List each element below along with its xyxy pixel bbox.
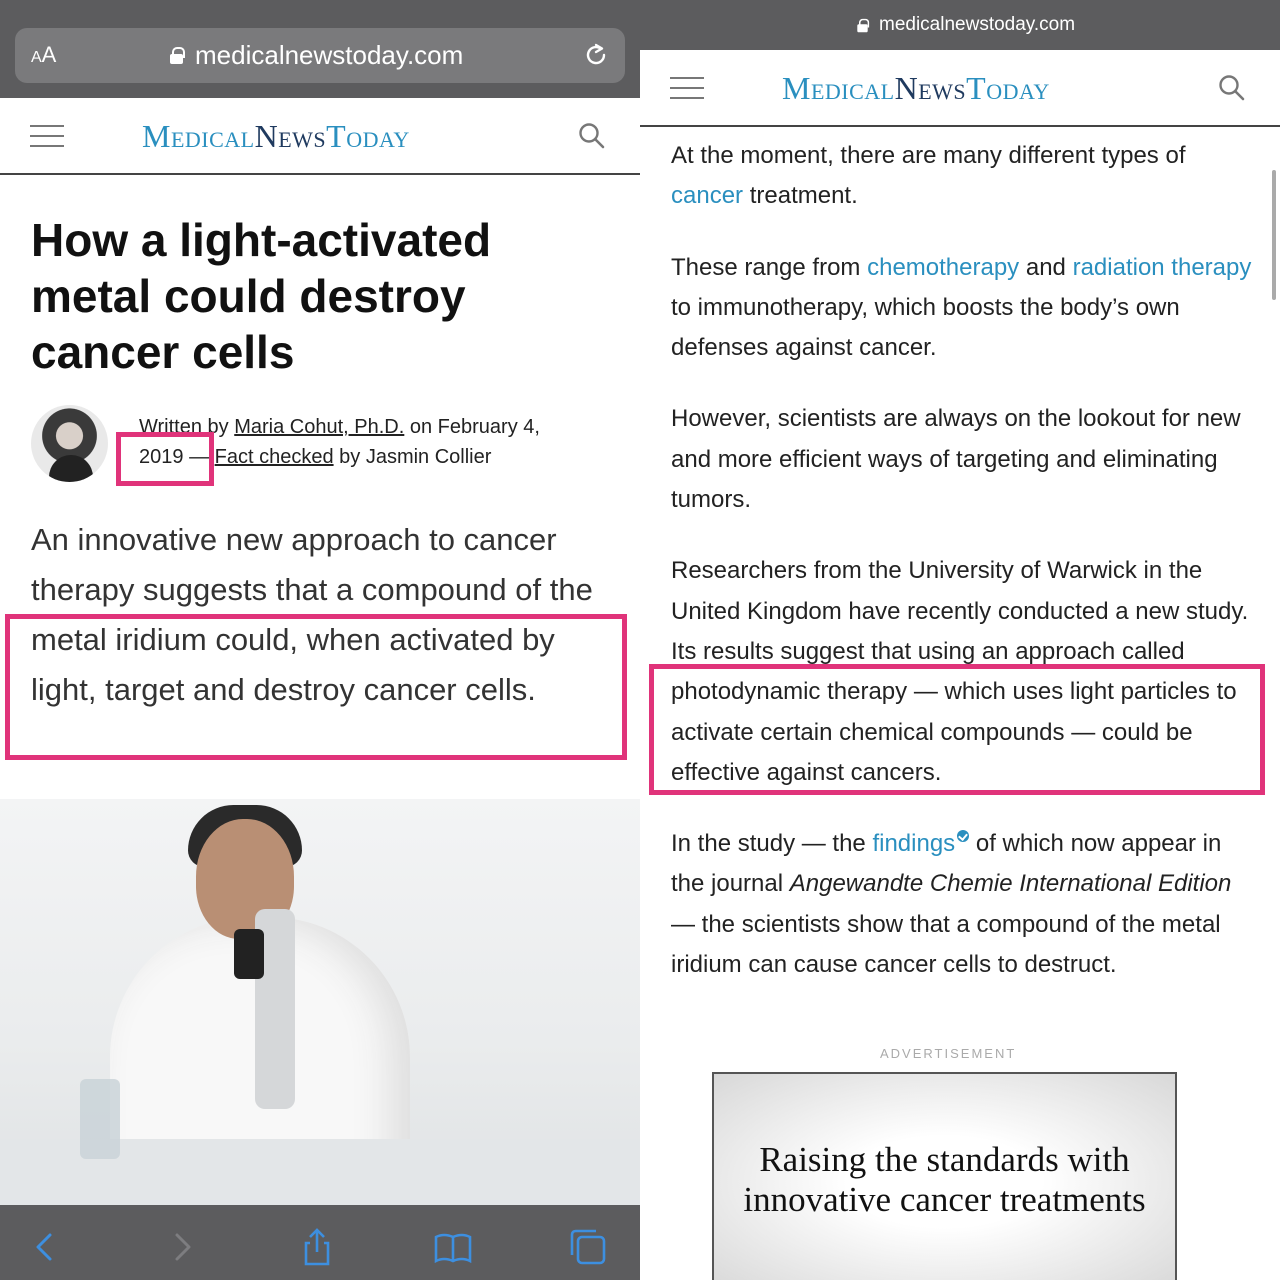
byline-year: 2019 — [139, 446, 184, 468]
scrollbar[interactable] — [1272, 170, 1276, 300]
paragraph-4: Researchers from the University of Warwick in the United Kingdom have recently conducted a new study. Its results suggest that using an approach called photodynamic therapy — which uses light particles to activate certain chemical compounds — could be effective against cancers. — [671, 557, 1249, 786]
verified-badge-icon — [957, 830, 969, 842]
share-icon[interactable] — [297, 1227, 337, 1267]
browser-top-bar — [0, 0, 640, 98]
byline-written-by: Written by — [139, 416, 229, 438]
paragraph-2: These range from chemotherapy and radiation therapy to immunotherapy, which boosts the body’s own defenses against cancer. — [671, 253, 1252, 362]
search-icon[interactable] — [1218, 74, 1246, 102]
url-display[interactable] — [856, 14, 1075, 36]
fact-checker: by Jasmin Collier — [339, 446, 492, 468]
advertisement-banner[interactable] — [712, 1072, 1177, 1280]
paragraph-1: At the moment, there are many different types of cancer treatment. — [671, 142, 1186, 210]
url-text: medicalnewstoday.com — [195, 40, 464, 70]
tabs-icon[interactable] — [568, 1227, 608, 1267]
year-highlight-box — [116, 432, 214, 486]
fact-checked-link[interactable]: Fact checked — [214, 446, 334, 468]
author-avatar[interactable] — [31, 405, 108, 482]
search-icon[interactable] — [578, 122, 606, 150]
text-size-button[interactable]: AA — [31, 42, 57, 67]
cancer-link[interactable]: cancer — [671, 182, 744, 210]
byline-dash: — — [189, 446, 210, 468]
address-bar[interactable] — [15, 28, 625, 83]
article-headline: How a light-activated metal could destroy cancer cells — [31, 214, 492, 378]
advertisement-label: ADVERTISEMENT — [880, 1046, 1017, 1061]
byline-date: on February 4, — [409, 416, 540, 438]
chemotherapy-link[interactable]: chemotherapy — [867, 253, 1020, 281]
right-screenshot — [640, 0, 1280, 1280]
url-text: medicalnewstoday.com — [879, 14, 1076, 35]
bookmarks-icon[interactable] — [433, 1227, 473, 1267]
back-icon[interactable] — [25, 1227, 65, 1267]
site-header — [0, 98, 640, 175]
lab-photo — [0, 799, 640, 1205]
forward-icon[interactable] — [162, 1227, 202, 1267]
radiation-therapy-link[interactable]: radiation therapy — [1072, 253, 1252, 281]
menu-icon[interactable] — [670, 77, 704, 101]
browser-toolbar — [0, 1205, 640, 1280]
advertisement-text: Raising the standards with innovative cancer treatments — [743, 1140, 1146, 1219]
paragraph-5: In the study — the findings of which now appear in the journal Angewandte Chemie International Edition — the scientists show that a compound of the metal iridium can cause cancer cells to destruct. — [671, 830, 1232, 979]
site-logo[interactable]: MedicalNewsToday — [782, 70, 1050, 106]
findings-link[interactable]: findings — [872, 830, 956, 858]
intro-highlight-box — [5, 614, 627, 760]
site-header — [640, 50, 1280, 127]
url-display[interactable] — [170, 40, 463, 71]
article-body — [671, 136, 1261, 1016]
lock-icon — [170, 47, 183, 64]
lock-icon — [857, 18, 867, 32]
site-logo[interactable]: MedicalNewsToday — [142, 118, 410, 154]
paragraph-3: However, scientists are always on the lookout for new and more efficient ways of targeting and eliminating tumors. — [671, 405, 1241, 514]
browser-top-bar — [640, 0, 1280, 50]
menu-icon[interactable] — [30, 125, 64, 149]
author-link[interactable]: Maria Cohut, Ph.D. — [234, 416, 405, 438]
journal-name: Angewandte Chemie International Edition — [789, 870, 1232, 898]
reload-icon[interactable] — [581, 40, 611, 70]
photodynamic-highlight-box — [649, 664, 1265, 795]
article-intro: An innovative new approach to cancer therapy suggests that a compound of the metal iridium could, when activated by light, target and destroy cancer cells. — [31, 522, 593, 707]
